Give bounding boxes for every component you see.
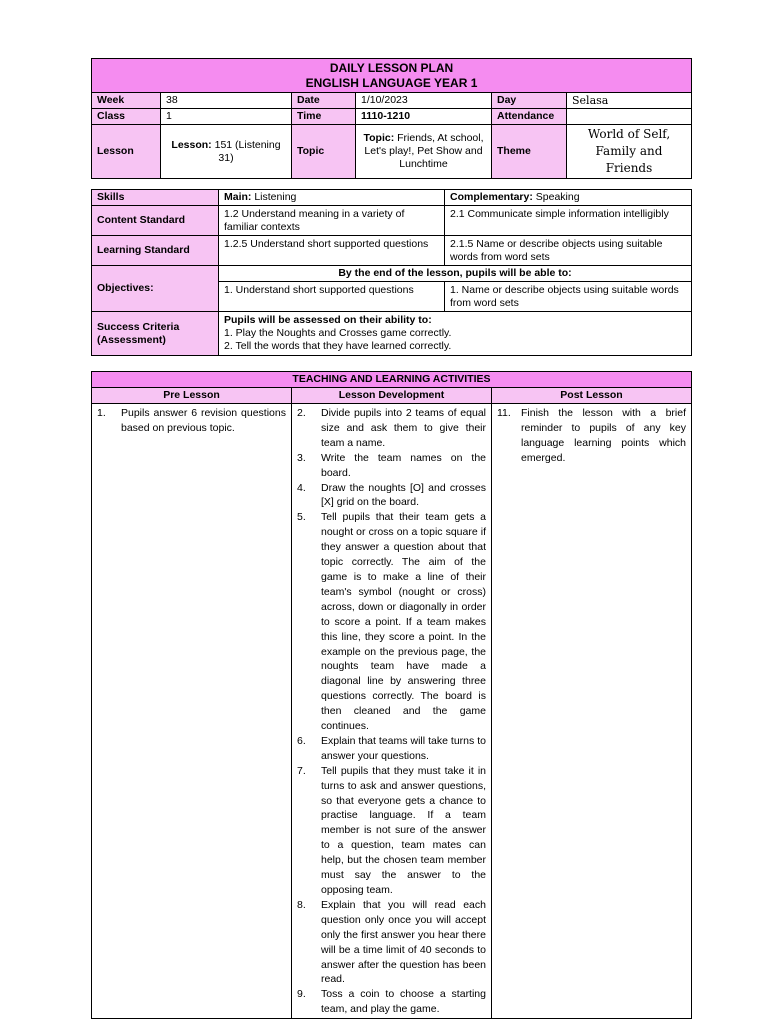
activity-text: Tell pupils that their team gets a nought or cross on a topic square if they answer a question about that topic correctly. The aim of the game is to make a line of their team's symbol (nought or cross) across, down or diagonally in order to score a point. If a team makes this line, they score a point. In the example on the previous page, the noughts team have made a diagonal line by answering three questions correctly. The board is then cleaned and the game continues. bbox=[321, 511, 486, 733]
activity-text: Write the team names on the board. bbox=[321, 451, 486, 479]
time-label: Time bbox=[292, 109, 356, 125]
comp-skill: Speaking bbox=[535, 191, 580, 203]
attendance-value bbox=[567, 109, 692, 125]
week-value: 38 bbox=[161, 93, 292, 109]
success-criteria-label: Success Criteria (Assessment) bbox=[92, 312, 219, 356]
lesson-prefix: Lesson: bbox=[171, 138, 212, 151]
learning-standard-comp: 2.1.5 Name or describe objects using suitable words from word sets bbox=[445, 236, 692, 266]
day-label: Day bbox=[492, 93, 567, 109]
activity-text: Explain that teams will take turns to answer your questions. bbox=[321, 734, 486, 762]
plan-header bbox=[92, 59, 692, 93]
skills-table bbox=[91, 189, 692, 356]
activity-number: 3. bbox=[297, 451, 306, 464]
activity-item bbox=[297, 481, 486, 511]
activity-text: Tell pupils that they must take it in turns to ask and answer questions, so that everyone gets a chance to practise language. If a team member is not sure of the answer to a question, team mates can help, but the chosen team member must say the answer to the opposing team. bbox=[321, 764, 486, 896]
post-lesson-list bbox=[497, 406, 686, 466]
content-standard-label: Content Standard bbox=[92, 206, 219, 236]
activity-number: 7. bbox=[297, 764, 306, 777]
pre-lesson-header: Pre Lesson bbox=[92, 388, 292, 404]
plan-title: DAILY LESSON PLAN bbox=[329, 60, 454, 75]
pre-lesson-cell bbox=[92, 404, 292, 1019]
activity-text: Divide pupils into 2 teams of equal size and ask them to give their team a name. bbox=[321, 407, 486, 449]
activity-text: Draw the noughts [O] and crosses [X] grid on the board. bbox=[321, 481, 486, 509]
activity-item bbox=[297, 510, 486, 734]
class-value: 1 bbox=[161, 109, 292, 125]
activity-number: 4. bbox=[297, 481, 306, 494]
success-item-1: 1. Play the Noughts and Crosses game correctly. bbox=[224, 327, 452, 339]
activity-number: 9. bbox=[297, 988, 306, 1001]
main-skill-cell bbox=[219, 190, 445, 206]
objective-comp: 1. Name or describe objects using suitable words from word sets bbox=[445, 282, 692, 312]
activity-number: 8. bbox=[297, 898, 306, 911]
post-lesson-cell bbox=[492, 404, 692, 1019]
learning-standard-label: Learning Standard bbox=[92, 236, 219, 266]
comp-prefix: Complementary: bbox=[450, 191, 533, 203]
comp-skill-cell bbox=[445, 190, 692, 206]
content-standard-comp: 2.1 Communicate simple information intelligibly bbox=[445, 206, 692, 236]
objective-main: 1. Understand short supported questions bbox=[219, 282, 445, 312]
objectives-label: Objectives: bbox=[92, 266, 219, 312]
topic-prefix: Topic: bbox=[363, 132, 395, 144]
lesson-development-cell bbox=[292, 404, 492, 1019]
activity-item bbox=[297, 734, 486, 764]
activities-table bbox=[91, 371, 692, 1019]
attendance-label: Attendance bbox=[492, 109, 567, 125]
activity-text: Pupils answer 6 revision questions based on previous topic. bbox=[121, 407, 286, 434]
date-label: Date bbox=[292, 93, 356, 109]
day-value: Selasa bbox=[567, 93, 692, 109]
activity-item bbox=[297, 898, 486, 987]
time-value: 1110-1210 bbox=[356, 109, 492, 125]
plan-subtitle: ENGLISH LANGUAGE YEAR 1 bbox=[305, 75, 478, 90]
success-intro: Pupils will be assessed on their ability to: bbox=[224, 314, 432, 326]
activity-item bbox=[297, 451, 486, 481]
activity-number: 6. bbox=[297, 734, 306, 747]
lesson-cell bbox=[161, 125, 292, 179]
activity-item bbox=[297, 406, 486, 451]
learning-standard-main: 1.2.5 Understand short supported questions bbox=[219, 236, 445, 266]
main-prefix: Main: bbox=[224, 191, 252, 203]
pre-lesson-list bbox=[97, 406, 286, 436]
content-standard-main: 1.2 Understand meaning in a variety of familiar contexts bbox=[219, 206, 445, 236]
lesson-development-header: Lesson Development bbox=[292, 388, 492, 404]
skills-label: Skills bbox=[92, 190, 219, 206]
success-criteria-cell bbox=[219, 312, 692, 356]
activities-title: TEACHING AND LEARNING ACTIVITIES bbox=[92, 372, 692, 388]
activity-text: Finish the lesson with a brief reminder to pupils of any key language learning points which emerged. bbox=[521, 407, 686, 464]
activity-item bbox=[97, 406, 286, 436]
success-item-2: 2. Tell the words that they have learned correctly. bbox=[224, 340, 452, 352]
main-skill: Listening bbox=[254, 191, 297, 203]
activity-item bbox=[497, 406, 686, 466]
topic-cell bbox=[356, 125, 492, 179]
activity-number: 2. bbox=[297, 407, 306, 419]
objectives-intro: By the end of the lesson, pupils will be able to: bbox=[219, 266, 692, 282]
theme-label: Theme bbox=[492, 125, 567, 179]
post-lesson-header: Post Lesson bbox=[492, 388, 692, 404]
activity-number: 11. bbox=[497, 407, 511, 419]
theme-value: World of Self, Family and Friends bbox=[567, 125, 692, 179]
activity-number: 5. bbox=[297, 511, 306, 524]
week-label: Week bbox=[92, 93, 161, 109]
activity-text: Explain that you will read each question only once you will accept only the first answer you hear there will be a time limit of 40 seconds to answer after the question has been read. bbox=[321, 898, 486, 986]
activity-text: Toss a coin to choose a starting team, and play the game. bbox=[321, 988, 486, 1016]
date-value: 1/10/2023 bbox=[356, 93, 492, 109]
lesson-development-list bbox=[297, 406, 486, 1017]
activity-item bbox=[297, 987, 486, 1017]
activity-item bbox=[297, 764, 486, 898]
lesson-label: Lesson bbox=[92, 125, 161, 179]
lesson-info-table bbox=[91, 58, 692, 179]
activity-number: 1. bbox=[97, 407, 106, 419]
lesson-value: 151 (Listening 31) bbox=[214, 138, 281, 164]
topic-label: Topic bbox=[292, 125, 356, 179]
class-label: Class bbox=[92, 109, 161, 125]
topic-value: Friends, At school, Let's play!, Pet Show and Lunchtime bbox=[364, 132, 484, 170]
